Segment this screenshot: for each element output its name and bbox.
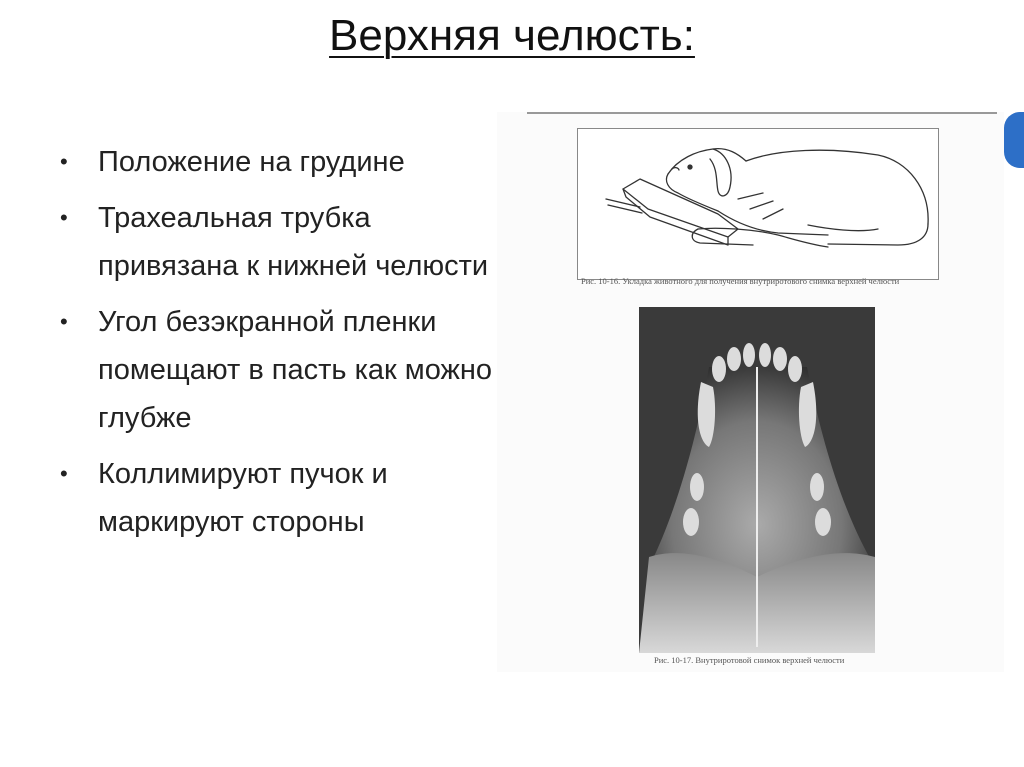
maxilla-xray-icon <box>639 307 875 653</box>
xray-image <box>639 307 875 653</box>
bullet-item: • Угол безэкранной пленки помещают в пасть как можно глубже <box>58 298 498 442</box>
figure-caption-bottom: Рис. 10-17. Внутриротовой снимок верхней челюсти <box>654 655 845 665</box>
slide-title: Верхняя челюсть: <box>329 11 695 60</box>
bullet-item: • Положение на грудине <box>58 138 498 186</box>
figure-caption-top: Рис. 10-16. Укладка животного для получения внутриротового снимка верхней челюсти <box>581 276 900 286</box>
bullet-dot-icon: • <box>60 461 68 486</box>
dog-illustration-icon <box>578 129 938 279</box>
slide-accent-shape <box>1004 112 1024 168</box>
dog-positioning-figure <box>577 128 939 280</box>
bullet-list <box>58 138 498 554</box>
bullet-item: • Коллимируют пучок и маркируют стороны <box>58 450 498 546</box>
bullet-dot-icon: • <box>60 149 68 174</box>
bullet-dot-icon: • <box>60 309 68 334</box>
scanned-book-page <box>497 112 1004 672</box>
bullet-item: • Трахеальная трубка привязана к нижней челюсти <box>58 194 498 290</box>
page-rule <box>527 112 997 114</box>
bullet-dot-icon: • <box>60 205 68 230</box>
